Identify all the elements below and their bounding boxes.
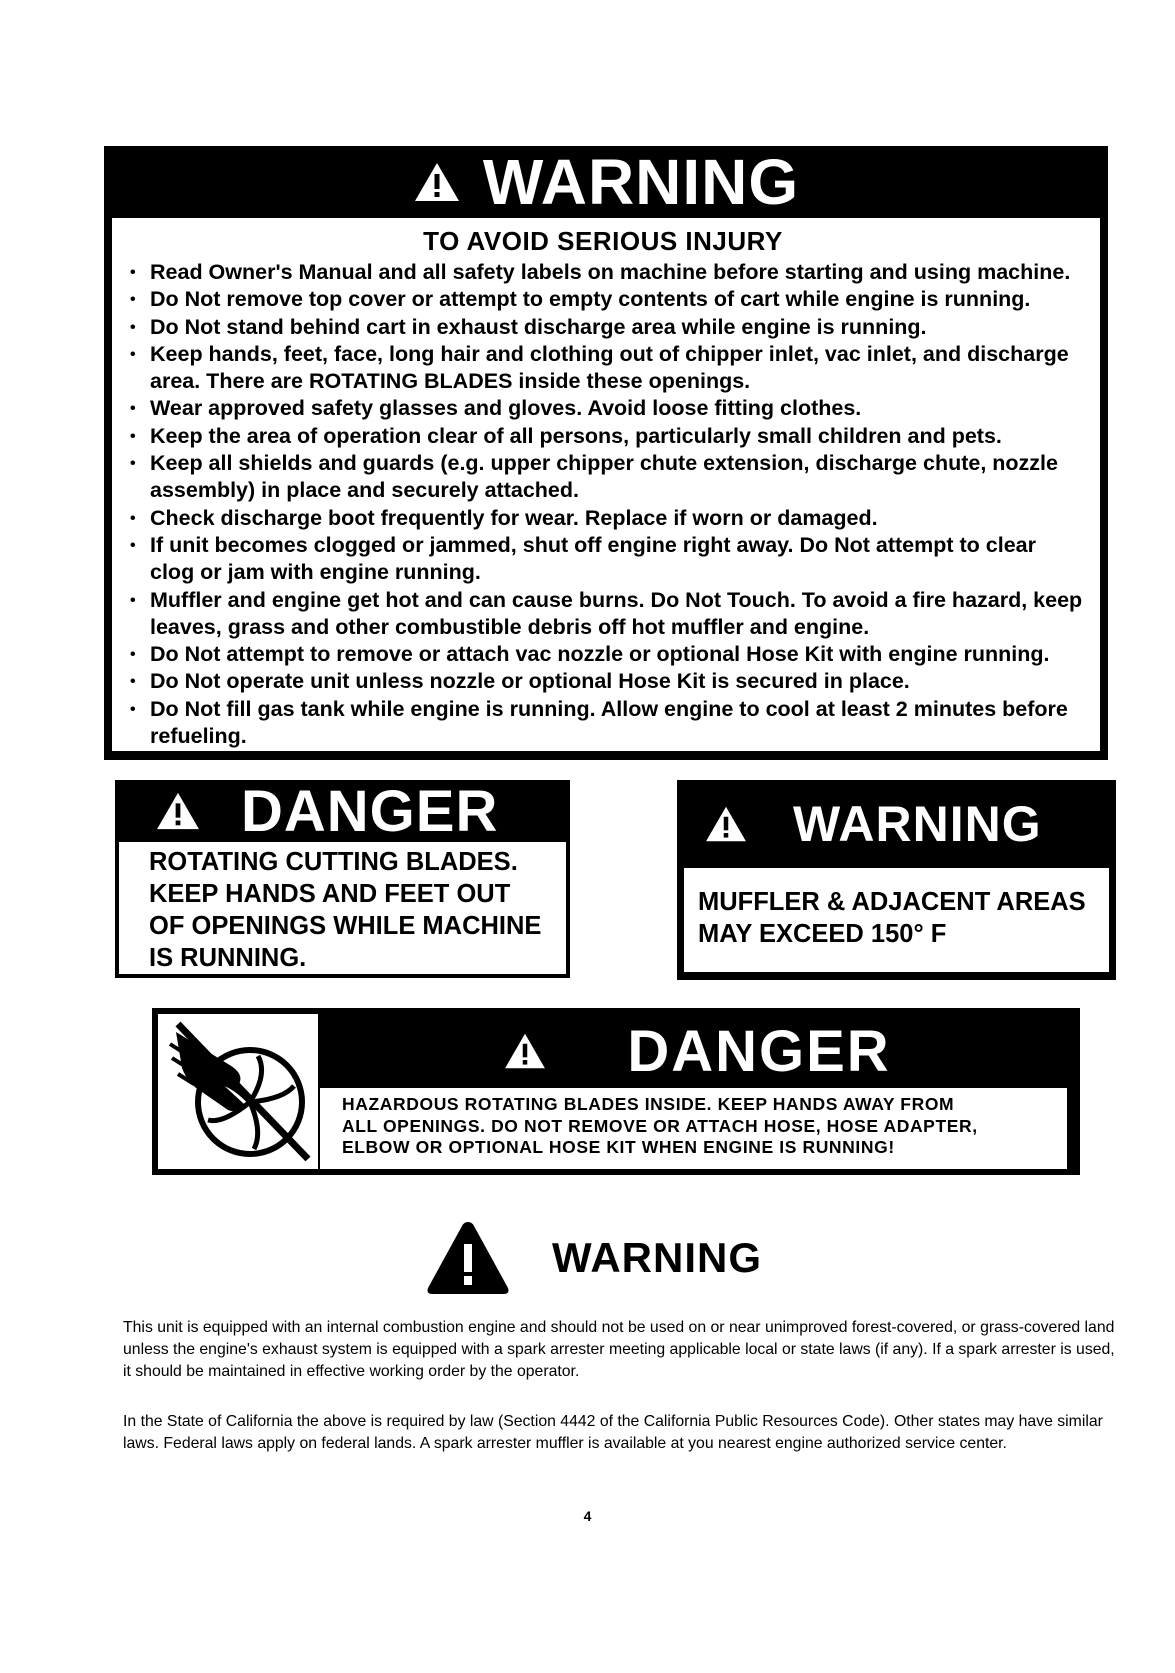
warning-header (684, 780, 1109, 868)
bottom-warning-heading (424, 1218, 762, 1298)
page-number: 4 (583, 1508, 592, 1524)
danger-line: OF OPENINGS WHILE MACHINE (149, 912, 542, 940)
hand-blade-icon (158, 1014, 318, 1169)
california-law-paragraph: In the State of California the above is required by law (Section 4442 of the California Public Resources Code). Other states may have similar laws. Federal laws apply on federal lands. A spark arrester muffler is available at you nearest engine authorized service center. (123, 1413, 1103, 1452)
list-item: • If unit becomes clogged or jammed, shut off engine right away. Do Not attempt to clear clog or jam with engine running. (120, 532, 1086, 587)
list-item: • Check discharge boot frequently for wear. Replace if worn or damaged. (120, 505, 1086, 532)
danger-header (320, 1014, 1074, 1088)
warning-title: WARNING (793, 796, 1042, 852)
danger-label-cutting-blades (115, 780, 570, 978)
warning-triangle-icon (503, 1032, 547, 1070)
main-warning-title: WARNING (482, 146, 800, 218)
list-item: • Do Not stand behind cart in exhaust discharge area while engine is running. (120, 314, 1086, 341)
list-item: • Do Not operate unit unless nozzle or optional Hose Kit is secured in place. (120, 668, 1086, 695)
warning-triangle-icon (413, 161, 461, 203)
warning-line: MUFFLER & ADJACENT AREAS (698, 888, 1086, 916)
list-item: • Do Not fill gas tank while engine is running. Allow engine to cool at least 2 minutes before refueling. (120, 696, 1086, 751)
danger-line: ROTATING CUTTING BLADES. (149, 848, 518, 876)
danger-line: ALL OPENINGS. DO NOT REMOVE OR ATTACH HOSE, HOSE ADAPTER, (342, 1115, 978, 1136)
list-item: • Keep hands, feet, face, long hair and clothing out of chipper inlet, vac inlet, and discharge area. There are ROTATING BLADES inside these openings. (120, 341, 1086, 396)
main-warning-body (112, 218, 1100, 751)
danger-line: HAZARDOUS ROTATING BLADES INSIDE. KEEP HANDS AWAY FROM (342, 1094, 955, 1114)
warning-label-muffler (677, 780, 1116, 980)
list-item: • Do Not remove top cover or attempt to empty contents of cart while engine is running. (120, 286, 1086, 313)
danger-text (149, 846, 541, 974)
warning-text (684, 868, 1109, 972)
danger-line: KEEP HANDS AND FEET OUT (149, 880, 511, 908)
warning-line: MAY EXCEED 150° F (698, 920, 947, 948)
danger-text (320, 1088, 1067, 1169)
spark-arrester-paragraph: This unit is equipped with an internal combustion engine and should not be used on or near unimproved forest-covered, or grass-covered land unless the engine's exhaust system is equipped with a spark arrester meeting applicable local or state laws (if any). If a spark arrester is used, it should be maintained in effective working order by the operator. (123, 1319, 1115, 1380)
safety-rules-list (120, 259, 1086, 750)
warning-triangle-icon (424, 1218, 512, 1298)
list-item: • Keep the area of operation clear of all persons, particularly small children and pets. (120, 423, 1086, 450)
danger-header (115, 780, 568, 842)
list-item: • Keep all shields and guards (e.g. upper chipper chute extension, discharge chute, nozzle assembly) in place and securely attached. (120, 450, 1086, 505)
list-item: • Muffler and engine get hot and can cause burns. Do Not Touch. To avoid a fire hazard, keep leaves, grass and other combustible debris off hot muffler and engine. (120, 587, 1086, 642)
bottom-warning-title: WARNING (552, 1234, 762, 1281)
danger-title: DANGER (241, 778, 499, 844)
warning-triangle-icon (155, 791, 201, 831)
main-warning-label (104, 146, 1108, 760)
list-item: • Do Not attempt to remove or attach vac nozzle or optional Hose Kit with engine running. (120, 641, 1086, 668)
list-item: • Wear approved safety glasses and gloves. Avoid loose fitting clothes. (120, 395, 1086, 422)
warning-triangle-icon (704, 805, 748, 843)
list-item: • Read Owner's Manual and all safety labels on machine before starting and using machine. (120, 259, 1086, 286)
danger-label-hazardous-blades (152, 1008, 1080, 1175)
main-warning-subtitle: TO AVOID SERIOUS INJURY (423, 226, 783, 256)
danger-title: DANGER (627, 1018, 891, 1084)
danger-line: ELBOW OR OPTIONAL HOSE KIT WHEN ENGINE IS RUNNING! (342, 1137, 895, 1157)
main-warning-header (112, 146, 1100, 218)
danger-line: IS RUNNING. (149, 944, 307, 972)
